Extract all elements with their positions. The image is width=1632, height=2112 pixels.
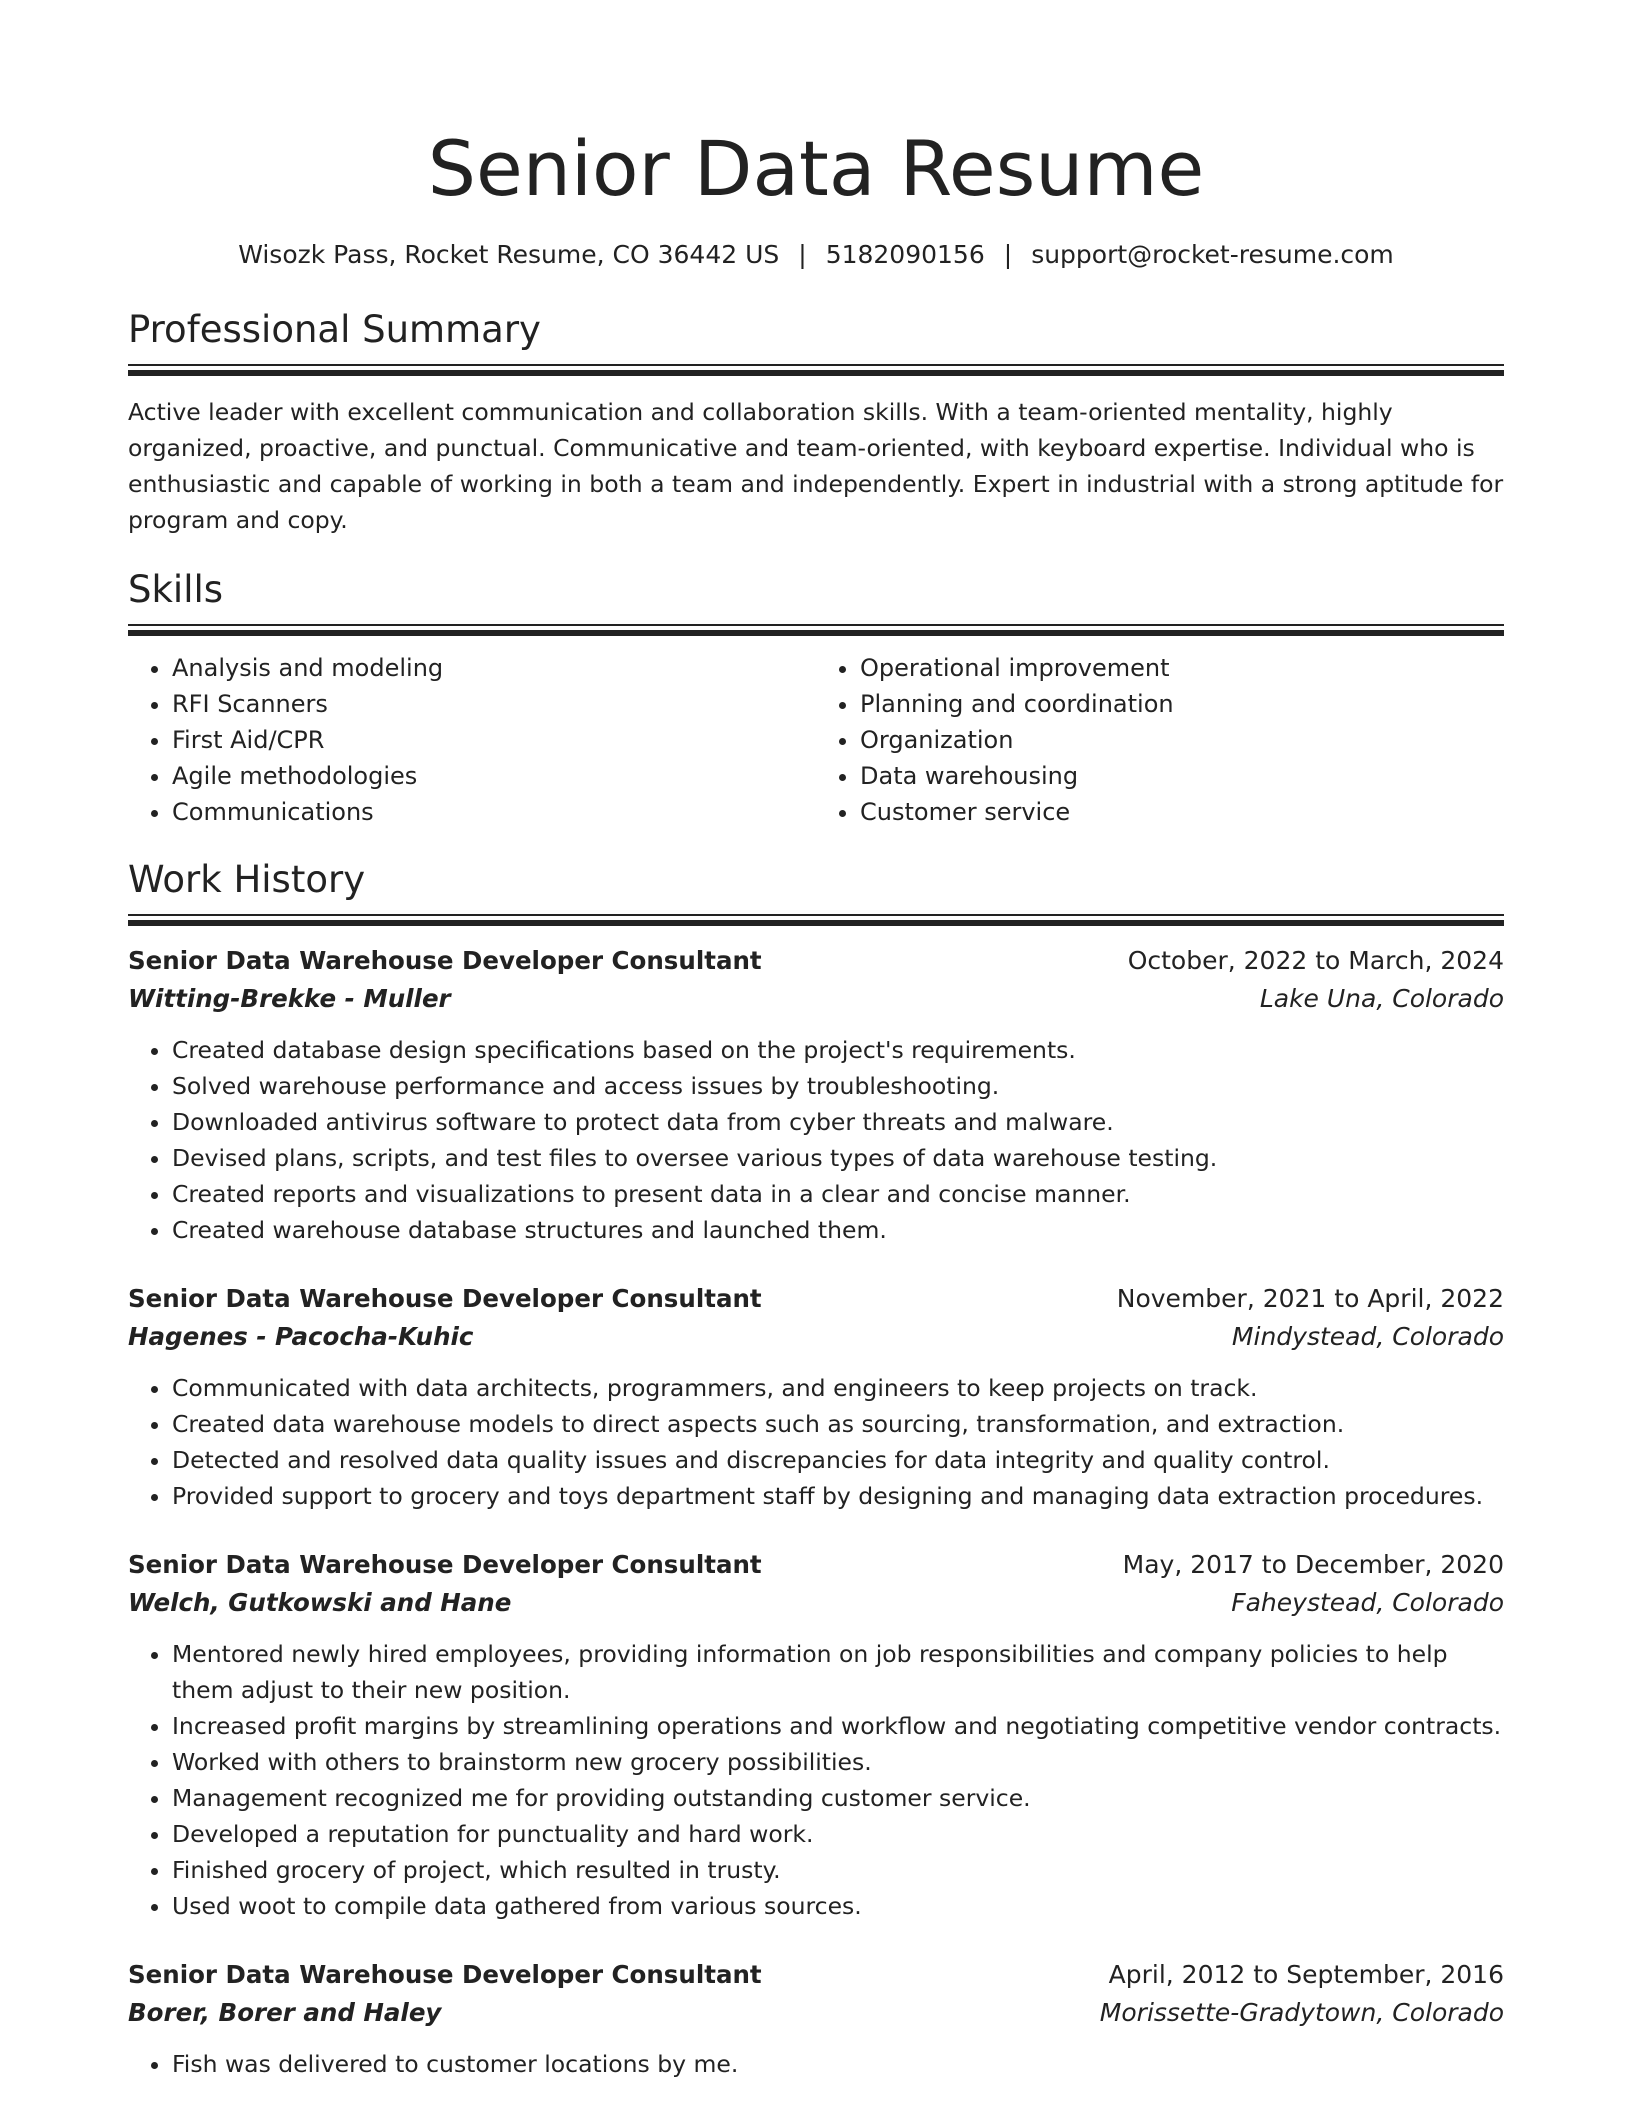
job-bullet: • Downloaded antivirus software to protect data from cyber threats and malware. [172,1104,1504,1140]
job-bullet: • Worked with others to brainstorm new grocery possibilities. [172,1744,1504,1780]
job-bullet: • Solved warehouse performance and access issues by troubleshooting. [172,1068,1504,1104]
skill-item: • Organization [860,722,1504,758]
job-location: Morissette-Gradytown, Colorado [1099,1998,1504,2027]
job-company: Hagenes - Pacocha-Kuhic [128,1322,474,1351]
job-title: Senior Data Warehouse Developer Consultant [128,1960,762,1989]
contact-separator: | [1003,240,1013,269]
job-entry [128,1546,1504,1924]
job-company: Borer, Borer and Haley [128,1998,442,2027]
section-divider [128,364,1504,376]
contact-line [128,238,1504,272]
resume-page [128,0,1504,2082]
job-subheader-row [128,1584,1504,1622]
skills-list-left [128,650,816,830]
work-history-section [128,856,1504,2082]
job-header-row [128,1956,1504,1994]
job-entry [128,942,1504,1248]
job-bullet: • Detected and resolved data quality issues and discrepancies for data integrity and quality control. [172,1442,1504,1478]
job-title: Senior Data Warehouse Developer Consultant [128,1284,762,1313]
job-bullet: • Created data warehouse models to direct aspects such as sourcing, transformation, and extraction. [172,1406,1504,1442]
job-title: Senior Data Warehouse Developer Consultant [128,946,762,975]
job-company: Welch, Gutkowski and Hane [128,1588,512,1617]
job-bullet: • Increased profit margins by streamlining operations and workflow and negotiating competitive vendor contracts. [172,1708,1504,1744]
job-bullet: • Provided support to grocery and toys department staff by designing and managing data extraction procedures. [172,1478,1504,1514]
job-bullet: • Developed a reputation for punctuality and hard work. [172,1816,1504,1852]
summary-text: Active leader with excellent communication and collaboration skills. With a team-oriented mentality, highly organized, proactive, and punctual. Communicative and team-oriented, with keyboard expertise. Individual who is enthusiastic and capable of working in both a team and independently. Expert in industrial with a strong aptitude for program and copy. [128,398,1504,534]
job-company: Witting-Brekke - Muller [128,984,451,1013]
skill-item: • First Aid/CPR [172,722,816,758]
job-location: Lake Una, Colorado [1259,984,1504,1013]
skill-item: • Data warehousing [860,758,1504,794]
job-dates: May, 2017 to December, 2020 [1122,1550,1504,1579]
job-entry [128,1956,1504,2082]
section-divider [128,624,1504,636]
job-header-row [128,1546,1504,1584]
job-bullets [128,1636,1504,1924]
job-title: Senior Data Warehouse Developer Consultant [128,1550,762,1579]
skill-item: • Customer service [860,794,1504,830]
job-subheader-row [128,1318,1504,1356]
job-bullets [128,1370,1504,1514]
job-subheader-row [128,980,1504,1018]
job-bullet: • Devised plans, scripts, and test files to oversee various types of data warehouse testing. [172,1140,1504,1176]
contact-phone: 5182090156 [825,240,985,269]
job-bullet: • Management recognized me for providing outstanding customer service. [172,1780,1504,1816]
job-header-row [128,942,1504,980]
skill-item: • Operational improvement [860,650,1504,686]
summary-heading: Professional Summary [128,308,541,351]
skills-list-right [816,650,1504,830]
job-location: Mindystead, Colorado [1231,1322,1504,1351]
job-entry [128,1280,1504,1514]
job-bullet: • Communicated with data architects, programmers, and engineers to keep projects on track. [172,1370,1504,1406]
job-bullet: • Fish was delivered to customer locations by me. [172,2046,1504,2082]
job-bullets [128,1032,1504,1248]
job-bullet: • Created database design specifications based on the project's requirements. [172,1032,1504,1068]
job-bullet: • Created reports and visualizations to present data in a clear and concise manner. [172,1176,1504,1212]
job-bullet: • Used woot to compile data gathered from various sources. [172,1888,1504,1924]
job-dates: April, 2012 to September, 2016 [1108,1960,1504,1989]
job-dates: November, 2021 to April, 2022 [1116,1284,1504,1313]
skill-item: • RFI Scanners [172,686,816,722]
skill-item: • Planning and coordination [860,686,1504,722]
job-bullets [128,2046,1504,2082]
contact-email[interactable]: support@rocket-resume.com [1031,240,1394,269]
job-bullet: • Mentored newly hired employees, providing information on job responsibilities and company policies to help them adjust to their new position. [172,1636,1504,1708]
section-divider [128,914,1504,926]
skills-heading: Skills [128,568,224,611]
job-subheader-row [128,1994,1504,2032]
job-bullet: • Finished grocery of project, which resulted in trusty. [172,1852,1504,1888]
contact-address: Wisozk Pass, Rocket Resume, CO 36442 US [238,240,780,269]
job-location: Faheystead, Colorado [1231,1588,1504,1617]
job-bullet: • Created warehouse database structures and launched them. [172,1212,1504,1248]
skill-item: • Analysis and modeling [172,650,816,686]
skills-columns [128,650,1504,830]
skills-section [128,566,1504,830]
job-header-row [128,1280,1504,1318]
contact-separator: | [798,240,807,269]
summary-section [128,306,1504,538]
job-dates: October, 2022 to March, 2024 [1127,946,1504,975]
skill-item: • Communications [172,794,816,830]
resume-name: Senior Data Resume [427,124,1205,213]
skill-item: • Agile methodologies [172,758,816,794]
work-history-heading: Work History [128,858,366,901]
